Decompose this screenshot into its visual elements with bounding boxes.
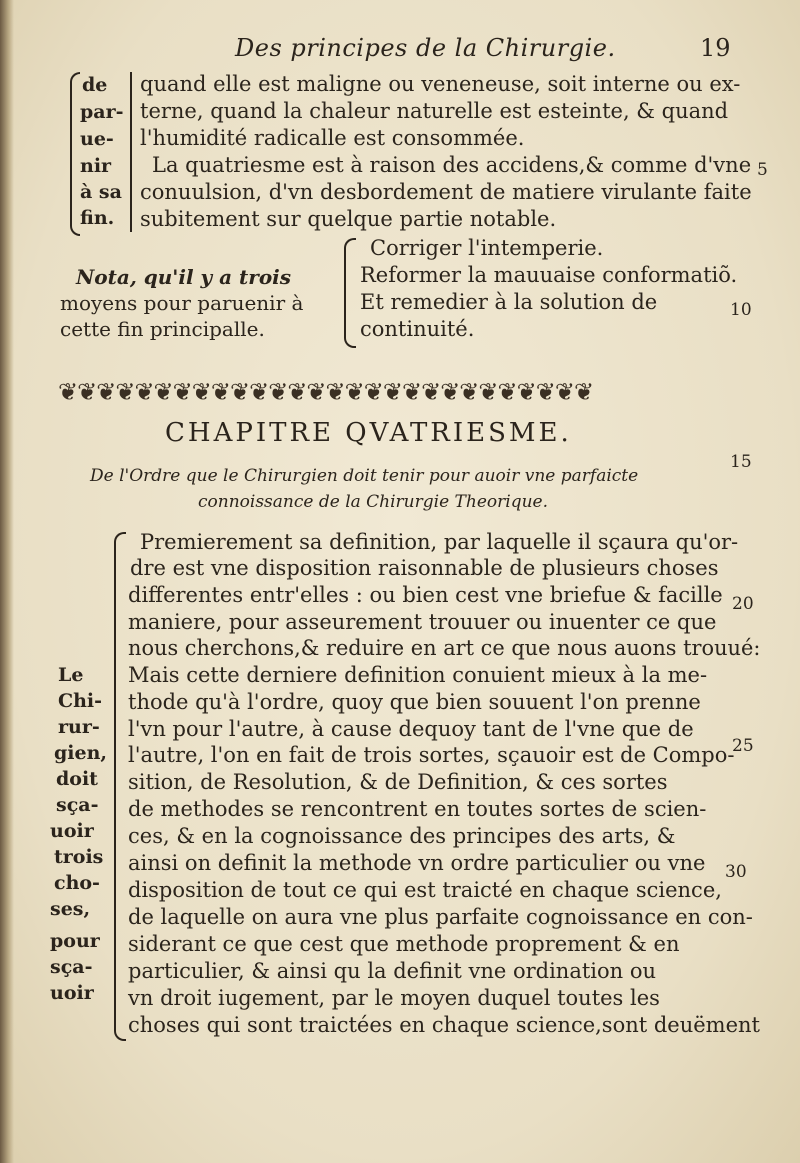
text-line: Mais cette derniere definition conuient mieux à la me- xyxy=(128,663,708,687)
line-number: 5 xyxy=(757,160,768,180)
text-line: terne, quand la chaleur naturelle est esteinte, & quand xyxy=(140,99,729,123)
text-line: l'vn pour l'autre, à cause dequoy tant de l'vne que de xyxy=(128,717,694,741)
ornament-band: ❦❦❦❦❦❦❦❦❦❦❦❦❦❦❦❦❦❦❦❦❦❦❦❦❦❦❦❦ xyxy=(58,378,594,406)
text-line: conuulsion, d'vn desbordement de matiere virulante faite xyxy=(140,180,752,204)
line-number: 30 xyxy=(725,862,747,882)
nota-line: cette fin principalle. xyxy=(60,317,265,341)
text-line: thode qu'à l'ordre, quoy que bien souuent l'on prenne xyxy=(128,690,701,714)
text-line: nous cherchons,& reduire en art ce que nous auons trouué: xyxy=(128,636,761,660)
line-number: 15 xyxy=(730,452,752,472)
margin-word: ses, xyxy=(50,898,91,920)
text-line: La quatriesme est à raison des accidens,& comme d'vne xyxy=(152,153,752,177)
nota-option: Corriger l'intemperie. xyxy=(370,236,604,260)
line-number: 20 xyxy=(732,594,754,614)
text-line: differentes entr'elles : ou bien cest vne briefue & facille xyxy=(128,583,723,607)
margin-word: sça- xyxy=(56,794,99,816)
text-line: de laquelle on aura vne plus parfaite cognoissance en con- xyxy=(128,905,753,929)
margin-word: uoir xyxy=(50,982,94,1004)
text-line: vn droit iugement, par le moyen duquel toutes les xyxy=(128,986,660,1010)
margin-word: doit xyxy=(56,768,98,790)
text-line: siderant ce que cest que methode proprement & en xyxy=(128,932,680,956)
nota-line: Nota, qu'il y a trois xyxy=(76,265,292,289)
page-number: 19 xyxy=(700,34,731,62)
text-line: subitement sur quelque partie notable. xyxy=(140,207,557,231)
book-gutter xyxy=(0,0,14,1163)
margin-word: par- xyxy=(80,101,124,123)
text-line: Premierement sa definition, par laquelle il sçaura qu'or- xyxy=(140,530,739,554)
text-line: de methodes se rencontrent en toutes sortes de scien- xyxy=(128,797,707,821)
main-left-brace xyxy=(114,532,126,1041)
margin-word: rur- xyxy=(58,716,100,738)
margin-word: à sa xyxy=(80,181,122,203)
nota-brace xyxy=(344,238,356,348)
text-line: ces, & en la cognoissance des principes des arts, & xyxy=(128,824,676,848)
running-title: Des principes de la Chirurgie. xyxy=(235,34,616,62)
line-number: 10 xyxy=(730,300,752,320)
margin-word: uoir xyxy=(50,820,94,842)
text-line: choses qui sont traictées en chaque science,sont deuëment xyxy=(128,1013,760,1037)
margin-word: Chi- xyxy=(58,690,103,712)
margin-word: ue- xyxy=(80,128,114,150)
text-line: ainsi on definit la methode vn ordre particulier ou vne xyxy=(128,851,706,875)
text-line: sition, de Resolution, & de Definition, & ces sortes xyxy=(128,770,668,794)
nota-option: continuité. xyxy=(360,317,475,341)
text-line: dre est vne disposition raisonnable de plusieurs choses xyxy=(130,556,719,580)
margin-word: Le xyxy=(58,664,84,686)
text-line: maniere, pour asseurement trouuer ou inuenter ce que xyxy=(128,610,717,634)
text-line: l'autre, l'on en fait de trois sortes, sçauoir est de Compo- xyxy=(128,743,735,767)
margin-word: sça- xyxy=(50,956,93,978)
text-line: particulier, & ainsi qu la definit vne ordination ou xyxy=(128,959,657,983)
top-text-bar xyxy=(130,72,132,232)
text-line: disposition de tout ce qui est traicté en chaque science, xyxy=(128,878,722,902)
margin-word: de xyxy=(82,74,108,96)
margin-word: fin. xyxy=(80,207,115,229)
margin-word: pour xyxy=(50,930,100,952)
chapter-subtitle-line: connoissance de la Chirurgie Theorique. xyxy=(198,492,548,512)
margin-word: nir xyxy=(80,155,112,177)
margin-word: cho- xyxy=(54,872,100,894)
nota-option: Et remedier à la solution de xyxy=(360,290,658,314)
nota-line: moyens pour paruenir à xyxy=(60,291,304,315)
chapter-subtitle-line: De l'Ordre que le Chirurgien doit tenir pour auoir vne parfaicte xyxy=(90,466,639,486)
top-left-brace xyxy=(70,72,80,236)
chapter-title: CHAPITRE QVATRIESME. xyxy=(165,418,572,448)
text-line: l'humidité radicalle est consommée. xyxy=(140,126,525,150)
margin-word: gien, xyxy=(54,742,108,764)
text-line: quand elle est maligne ou veneneuse, soit interne ou ex- xyxy=(140,72,741,96)
line-number: 25 xyxy=(732,736,754,756)
margin-word: trois xyxy=(54,846,104,868)
nota-option: Reformer la mauuaise conformatiõ. xyxy=(360,263,738,287)
